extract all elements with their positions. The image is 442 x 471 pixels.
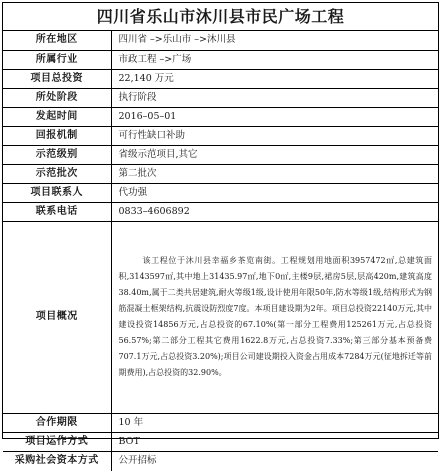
- row-industry: [3, 50, 438, 69]
- field-value: 22,140 万元: [111, 69, 438, 88]
- row-start-date: [3, 107, 438, 126]
- field-label: 所属行业: [3, 50, 111, 69]
- field-label: 所在地区: [3, 31, 111, 50]
- field-value: BOT: [111, 432, 438, 451]
- row-demo-batch: [3, 164, 438, 183]
- project-info-table: [3, 31, 438, 471]
- row-cooperation-period: [3, 413, 438, 432]
- row-total-investment: [3, 69, 438, 88]
- row-contact-person: [3, 183, 438, 202]
- field-label: 所处阶段: [3, 88, 111, 107]
- row-procurement-method: [3, 451, 438, 471]
- field-label: 项目总投资: [3, 69, 111, 88]
- field-label: 回报机制: [3, 126, 111, 145]
- field-label: 示范批次: [3, 164, 111, 183]
- field-value: 可行性缺口补助: [111, 126, 438, 145]
- field-value: 公开招标: [118, 455, 157, 467]
- row-project-overview: [3, 221, 438, 413]
- field-label: 项目联系人: [3, 183, 111, 202]
- field-label: 示范级别: [3, 145, 111, 164]
- field-label: 项目概况: [3, 221, 111, 413]
- row-demo-level: [3, 145, 438, 164]
- field-value: 省级示范项目,其它: [111, 145, 438, 164]
- project-info-sheet: [2, 2, 439, 467]
- row-return-mechanism: [3, 126, 438, 145]
- field-label: 联系电话: [3, 202, 111, 221]
- page-title: 四川省乐山市沐川县市民广场工程: [3, 3, 438, 31]
- field-label: 项目运作方式: [3, 432, 111, 451]
- field-value: 市政工程 –>广场: [111, 50, 438, 69]
- row-contact-phone: [3, 202, 438, 221]
- project-overview-text: 该工程位于沐川县幸福乡茶览南街。工程规划用地面积3957472㎡,总建筑面积,3143597㎡,其中地上31435.97㎡,地下0㎡,主楼9层,裙房5层,层高420m,建筑高度38.40m,属于二类共居建筑,耐火等级1级,设计使用年限50年,防水等级1级,结构形式为钢筋混凝土框架结构,抗震设防烈度7度。本项目建设期为2年。项目总投资22140万元,其中建设投资14856万元,占总投资的67.10%(第一部分工程费用125261万元,占总投资56.57%;第二部分工程其它费用1622.8万元,占总投资7.33%;第三部分基本预备费707.1万元,占总投资3.20%);项目公司建设期投入资金占用成本7284万元(征地拆迁等前期费用),占总投资的32.90%。: [111, 221, 438, 413]
- row-region: [3, 31, 438, 50]
- field-label: 发起时间: [3, 107, 111, 126]
- field-value: 0833–4606892: [111, 202, 438, 221]
- row-stage: [3, 88, 438, 107]
- field-label: 合作期限: [3, 413, 111, 432]
- field-value: 代功强: [111, 183, 438, 202]
- field-label: 采购社会资本方式: [3, 451, 111, 471]
- field-value: 10 年: [111, 413, 438, 432]
- field-value: 四川省 –>乐山市 –>沐川县: [111, 31, 438, 50]
- field-value: 2016–05–01: [111, 107, 438, 126]
- field-value: 第二批次: [111, 164, 438, 183]
- field-value: 执行阶段: [111, 88, 438, 107]
